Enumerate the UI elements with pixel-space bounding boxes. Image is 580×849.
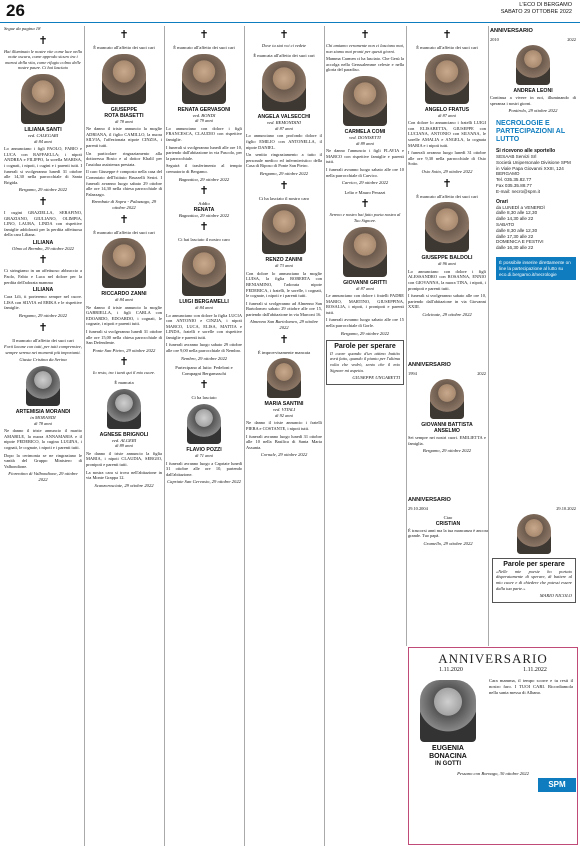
anniversary-date-start: 2010 (490, 36, 499, 42)
deceased-surname: ROTA BIASETTI (104, 112, 144, 119)
notice-label: Ci ha lasciato (191, 395, 217, 401)
portrait-photo (21, 74, 65, 124)
notice-text: I funerali avranno luogo a Capriate lunedì 31 ottobre alle ore 10, partendo dall'abitazione. (166, 460, 242, 477)
deceased-name: LILIANA SANTI (24, 126, 62, 133)
column-4 (246, 26, 322, 458)
portrait-photo (343, 76, 387, 126)
cross-icon: ✝ (360, 28, 370, 41)
notice-place-date: Bergamo, 29 ottobre 2022 (18, 313, 68, 319)
notice-text: Ne danno il triste annuncio la moglie ADRIANA, il figlio CAMILLO, la nuora SILVIA, l'affezionata nipote CINZIA, i parenti tutti. (86, 126, 162, 148)
portrait-photo (267, 358, 301, 398)
column-3 (166, 26, 242, 485)
sidebar-hours: SABATO (496, 221, 515, 227)
notice-place-date: Ponte San Pietro, 29 ottobre 2022 (92, 347, 156, 353)
notice-text: Dopo la cerimonia se ne ringraziano le vanità del Gruppo Ministero di Valbondione. (4, 452, 82, 469)
deceased-married-name: ved. VITALI (272, 407, 296, 413)
notice-label: È mancato all'affetto dei suoi cari (416, 193, 478, 199)
spm-logo: SPM (538, 778, 576, 792)
notice-label: Ci ha lasciato il nostro caro (258, 195, 310, 201)
portrait-photo (430, 379, 464, 419)
notice-place-date: Grumello, 29 ottobre 2022 (423, 540, 473, 546)
notice-text: I funerali si svolgeranno lunedì 31 ottobre alle ore 15,00 nella chiesa parrocchiale di San Defendente. (86, 329, 162, 346)
notice-place-date: Bergamo, 29 ottobre 2022 (340, 330, 390, 336)
notice-place-date: Fiorentino di Valbondione, 29 ottobre 2022 (8, 471, 78, 482)
portrait-photo (517, 514, 551, 554)
anniversary-date-end: 2022 (567, 36, 576, 42)
notice-label: Ci hai lasciato il nostro caro (178, 237, 230, 243)
portrait-photo (425, 202, 469, 252)
notice-place-date: Olmo al Brembo, 29 ottobre 2022 (12, 245, 74, 251)
cross-icon: ✝ (199, 378, 209, 392)
sidebar-info-heading: Si ricevono alle sportello (496, 148, 556, 154)
notice-text: Sei sempre nei nostri cuori. EMILIETTA e famiglia. (408, 435, 486, 446)
portrait-photo (262, 204, 306, 254)
parole-signature: GIUSEPPE UNGARETTI (352, 375, 400, 381)
anniversary-dates (408, 371, 486, 377)
portrait-photo (187, 404, 221, 444)
notice-place-date: Bagnatica, 29 ottobre 2022 (178, 212, 230, 218)
notice-text: La nostra cara si trova nell'abitazione in via Monte Grappa 12. (86, 469, 162, 481)
notice-text: I funerali avranno luogo sabato 29 ottobre alle ore 9,00 nella parrocchiale di Nembro. (166, 342, 242, 354)
anniversary-featured-title: ANNIVERSARIO (438, 651, 548, 666)
parole-title: Parole per sperare (334, 343, 396, 351)
deceased-name: GIUSEPPE (110, 106, 138, 113)
notice-text: Il caro Giuseppe è composto nella casa del Commiato dell'Istituto Bruzzelli Sestri. I funerali avranno luogo sabato 29 ottobre alle ore 14,30 nella chiesa parrocchiale di Palazzago. (86, 169, 162, 197)
anniversary-side (492, 511, 576, 607)
notice-label: È mancato all'affetto dei suoi cari (416, 45, 478, 50)
anniversary-date-end: 2022 (477, 370, 486, 376)
deceased-married-name: in MORANDI (30, 415, 56, 420)
notice-text: Seguirà il trasferimento al tempio crematorio di Bergamo. (166, 163, 242, 174)
portrait-photo (262, 61, 306, 111)
sidebar-hours: da LUNEDÌ a VENERDÌ (496, 204, 545, 210)
cross-icon: ✝ (442, 28, 452, 41)
sidebar-hours: dalle 8,30 alle 12,30 (496, 210, 538, 216)
notice-text: Mamma Carmen ci ha lasciato. Che Gesù la accolga nella Gerusalemme celeste e nella gloria del paradiso. (326, 56, 404, 73)
deceased-age: di 96 anni (438, 261, 456, 267)
deceased-age: di 87 anni (275, 125, 293, 131)
notice-place-date: Bergamo, 29 ottobre 2022 (422, 448, 472, 454)
portrait-photo (182, 54, 226, 104)
anniversary-featured-portrait (413, 677, 483, 767)
notice-poem: Sereno e nostro hai fatto poeta nostra al Tuo Signore. (329, 212, 401, 223)
intro-poem: Hai illuminato le nostre vite come luce nella notte oscura, come approdo sicuro tra i marosi della vita, come rifugio colmo delle nostre paure. Ci hai lasciato (4, 48, 82, 71)
deceased-married-name: ved. DONISETTI (349, 134, 381, 140)
notice-text: Un particolare ringraziamento alla dottoressa Bosio e al dottor Khalil per l'assidua assistenza prestata. (86, 150, 162, 167)
deceased-name: CRISTIAN (435, 520, 461, 527)
cross-icon: ✝ (38, 320, 48, 334)
deceased-married-name: ved. REMONDINI (267, 120, 301, 126)
notice-text: Ne danno il triste annuncio la moglie GABRIELLA, i figli CARLA con EDOARDO, EDOARDO, i cognati, le cognate, i nipoti e parenti tutti. (86, 304, 162, 327)
anniversary-text (408, 511, 488, 607)
anniversary-date-start: 29.10.2004 (408, 505, 428, 511)
parole-title: Parole per sperare (503, 561, 565, 569)
cross-icon: ✝ (279, 28, 289, 41)
column-7 (490, 26, 576, 114)
notice-place-date: Nembro, 29 ottobre 2022 (180, 355, 228, 361)
notice-text: Cara Lili, ti porteremo sempre nel cuore. LISA con SILVIA ed ERIKA e le rispettive famiglie. (4, 294, 82, 311)
necrology-sidebar (496, 120, 576, 280)
sidebar-hours-heading: Orari (496, 198, 508, 205)
notice-place-date: Scanzorosciate, 29 ottobre 2022 (94, 482, 154, 488)
sidebar-info: SESAAB Servizi Srl (496, 154, 537, 159)
notice-text: I funerali si svolgeranno ad Almenno San Bartolomeo sabato 29 ottobre alle ore 15, partendo dall'abitazione in via Marconi 16. (246, 300, 322, 317)
notice-poem: Chi amiamo veramente non ci lasciano mai, non siamo mai pronti per questi giorni. (326, 43, 404, 54)
notice-text: Lo annunciano con profondo dolore il figlio EMILIO con ANTONELLA, il nipote DANIEL. (246, 133, 322, 150)
cross-icon: ✝ (199, 184, 209, 198)
notice-text: Ne danno il triste annuncio la figlia MARIA, i nipoti CLAUDIA, SERGIO, pronipoti e parenti tutti. (86, 450, 162, 467)
notice-text: Lo annunciano con dolore i figli FRANCESCA, CLAUDIO con rispettive famiglie. (166, 125, 242, 142)
portrait-photo (516, 45, 550, 85)
notice-text: Ne danno l'annuncio i figli FLAVIA e MARCO con rispettive famiglie e parenti tutti. (326, 148, 404, 165)
deceased-name: GIOVANNI BATTISTA ANSELMO (421, 422, 473, 435)
notice-text: Ne danno il triste annuncio il marito AMABILE, la nuora ANNAMARIA e il nipote FEDERICO, la cugina LUGINA, i cognati, le cognate, i nipoti e i parenti tutti. (4, 428, 82, 450)
sidebar-fax: Fax 035.35.88.77 (496, 182, 532, 188)
notice-label: Addio (198, 201, 210, 207)
notice-text: Con dolore lo annunciano i fratelli LUIGI con ELISABETTA, GIUSEPPE con LUCIANA, ANTONIO con SILVANA, le sorelle AMALIA e ANGELA, la cognata MARIA e i nipoti tutti. (408, 120, 486, 148)
sidebar-address: in Viale Papa Giovanni XXIII, 124 (496, 165, 564, 171)
notice-label: È mancata all'affetto dei suoi cari (253, 52, 315, 58)
deceased-name: EUGENIA BONACINA (429, 745, 467, 760)
anniversary-featured-text (489, 677, 573, 767)
deceased-name: CARMELA COMI (344, 128, 386, 135)
divider (406, 26, 407, 646)
portrait-photo (425, 54, 469, 104)
notice-poem: Dove tu stai voi ci vedete (261, 43, 307, 48)
online-submission-box[interactable]: È possibile inserire direttamente on line la partecipazione al lutto su eco.di.bergamo.it/necrologie (496, 257, 576, 280)
notice-place-date: Almenno San Bartolomeo, 29 ottobre 2022 (249, 319, 319, 331)
notice-label: Partecipano al lutto: Fedeloni e Compagni Bergamaschi (175, 365, 233, 376)
anniversary-block (408, 360, 576, 454)
deceased-name: FLAVIO POZZI (186, 447, 222, 454)
portrait-photo (102, 238, 146, 288)
notice-place-date: Pontirolo, 29 ottobre 2022 (508, 108, 558, 114)
deceased-age: di 71 anni (195, 453, 213, 459)
notice-label: È mancata (114, 380, 134, 386)
sidebar-hours: dalle 14,30 alle 22 (496, 216, 534, 222)
notice-text: Con dolore lo annunciano la moglie LUISA, la figlia ROBERTA con BENIAMINO, l'adorata nipote FEDERICA, i fratelli, le sorelle, i cognati, le cognate, i nipoti e i parenti tutti. (246, 270, 322, 299)
notice-text: Continua a vivere in noi, illuminando di speranza i nostri giorni. (490, 95, 576, 106)
sidebar-hours: dalle 8,30 alle 12,30 (496, 227, 538, 233)
notice-place-date: Bergamo, 29 ottobre 2022 (18, 187, 68, 193)
notice-text: Cara mamma, il tempo scorre e tu resti il nostro faro. I TUOI CARI. Ricordiamola nella santa messa di Albano. (489, 678, 573, 695)
deceased-name: RENZO ZANINI (265, 257, 303, 264)
anniversary-heading: ANNIVERSARIO (408, 497, 451, 503)
portrait-photo (182, 246, 226, 296)
deceased-age: di 84 anni (34, 138, 52, 144)
notice-place-date: Bagnatica, 29 ottobre 2022 (178, 176, 230, 182)
deceased-name: LUIGI BERGAMELLI (179, 298, 229, 305)
notice-place-date: Carvico, 29 ottobre 2022 (341, 180, 389, 186)
cross-icon: ✝ (119, 212, 129, 226)
notice-text: I funerali si svolgeranno sabato alle ore 10, partendo dall'abitazione in via Giovanni XXIII. (408, 293, 486, 310)
notice-label: Il mancato all'affetto dei suoi cari (12, 337, 74, 343)
sidebar-title: NECROLOGIE E PARTECIPAZIONI AL LUTTO (496, 120, 565, 143)
deceased-name: GIUSEPPE BALDOLI (421, 255, 473, 262)
notice-text: I funerali avranno luogo sabato alle ore 10 nella parrocchiale di Carvico. (326, 166, 404, 178)
notice-place-date: Pessano con Bornago, 30 ottobre 2022 (457, 771, 529, 776)
portrait-photo (107, 389, 141, 429)
parole-box (326, 340, 404, 385)
deceased-age: di 73 anni (275, 263, 293, 269)
anniversary-date-end: 29.10.2022 (556, 505, 576, 511)
notice-place-date: Osio Sotto, 29 ottobre 2022 (421, 168, 473, 174)
deceased-name: AGNESE BRIGNOLI (99, 431, 149, 438)
deceased-age: di 92 anni (275, 412, 293, 418)
notice-text: Ne danno il triste annuncio i fratelli PIERA e COSTANTE, i nipoti tutti. (246, 420, 322, 432)
cross-icon: ✝ (279, 178, 289, 192)
anniversary-dates (490, 37, 576, 43)
continued-label: Segue da pagina 18 (4, 26, 41, 31)
deceased-age: di 78 anni (115, 118, 133, 124)
deceased-name: MARIA SANTINI (264, 401, 304, 408)
deceased-name: RENATA (193, 206, 215, 213)
parole-signature: MARIO NICOLO (539, 593, 572, 599)
issue-date: SABATO 29 OTTOBRE 2022 (500, 9, 572, 15)
parole-box (492, 558, 576, 603)
notice-label: È mancato all'affetto dei suoi cari (93, 229, 155, 235)
deceased-age: di 87 anni (356, 285, 374, 291)
cross-icon: ✝ (442, 176, 452, 190)
cross-icon: ✝ (279, 332, 289, 346)
cross-icon: ✝ (38, 253, 48, 267)
brand-name: L'ECO DI BERGAMO (519, 2, 572, 8)
deceased-married-name: IN GOTTI (435, 761, 461, 767)
notice-label: È improvvisamente mancata (257, 349, 311, 355)
anniversary-featured-box (408, 647, 578, 845)
sidebar-info: Società Unipersonale Divisione SPM (496, 159, 571, 165)
cross-icon: ✝ (119, 28, 129, 41)
divider (84, 26, 85, 846)
divider (244, 26, 245, 846)
notice-text: I funerali avranno luogo sabato alle ore 15 nella parrocchiale di Gorle. (326, 317, 404, 329)
anniversary-entry (408, 511, 576, 607)
notice-text: I funerali avranno luogo lunedì 31 ottobre alle ore 9,30 nella parrocchiale di Osio Sotto. (408, 150, 486, 167)
anniversary-date-end: 1.11.2022 (523, 667, 547, 673)
sidebar-city: BERGAMO (496, 171, 520, 177)
anniversary-heading: ANNIVERSARIO (490, 28, 533, 34)
notice-text: Ci stringiamo in un affettuoso abbraccio a Paolo, Fabio e Luca nel dolore per la perdita dell'adorata mamma (4, 268, 82, 285)
notice-text: Le annunciano con dolore i fratelli PADRE MARIO, MARTINO, GIUSEPPINA, ROSALIA, i nipoti, i pronipoti e parenti tutti. (326, 293, 404, 315)
notice-text: Un sentito ringraziamento a tutto il personale medico ed infermieristico della Casa di Riposo di Ponte San Pietro. (246, 152, 322, 169)
column-2 (86, 26, 162, 488)
notice-label: È mancato all'affetto dei suoi cari (173, 45, 235, 50)
anniversary-date-start: 1.11.2020 (439, 667, 463, 673)
deceased-age: di 78 anni (34, 420, 52, 426)
deceased-age: di 87 anni (438, 112, 456, 118)
deceased-married-name: ved. CALEGARI (27, 132, 59, 138)
parole-text: «Nelle mie poesie ho portato disperatamente di sperare, di battere al mio cuore e di chiedere che potessi essere dalla tua parte.» (496, 568, 572, 591)
deceased-name: RENATA GERVASONI (177, 106, 231, 113)
anniversary-entry (408, 379, 486, 454)
sidebar-email[interactable]: E-mail: necro@spm.it (496, 188, 540, 194)
deceased-age: di 84 anni (115, 297, 133, 303)
portrait-photo (102, 54, 146, 104)
divider (324, 26, 325, 846)
portrait-photo (343, 227, 387, 277)
column-5 (326, 26, 404, 389)
cross-icon: ✝ (199, 28, 209, 41)
notice-place-date: Cornale, 29 ottobre 2022 (260, 452, 308, 458)
cross-icon: ✝ (38, 33, 48, 47)
deceased-name: LILIANA (32, 287, 54, 294)
notice-label: Lelio e Mauro Perazzi (344, 189, 386, 195)
notice-signature: Giusta Cristina da Serina (19, 357, 67, 363)
notice-text: I cugini GRAZIELLA, SERAFINO, GRAZIANO, GIULIANO, OLIMPIA, LINO, LAURA, LINDA con rispettive famiglie addolorati per la perdita affettuosa della cara Liliana. (4, 209, 82, 238)
sidebar-hours: dalle 16,30 alle 22 (496, 245, 534, 251)
deceased-name: GIOVANNI GRITTI (343, 279, 387, 286)
notice-label: È mancato all'affetto dei suoi cari (93, 45, 155, 50)
deceased-name: ANGELA VALSECCHI (257, 114, 311, 121)
divider (164, 26, 165, 846)
deceased-married-name: ved. BONDI (192, 112, 216, 118)
notice-place-date: Capriate San Gervasio, 29 ottobre 2022 (167, 479, 241, 485)
notice-text: I funerali avranno luogo lunedì 31 ottobre alle 10 nella Basilica di Santa Maria Assunta. (246, 433, 322, 450)
notice-poem: Io resto, tra i tanti qui il mio cuore. (92, 370, 156, 376)
notice-text: È trascorsi anni ma la tua mancanza è ancora grande. Tuo papà. (408, 527, 488, 539)
cross-icon: ✝ (199, 220, 209, 234)
notice-place-date: Bergamo, 29 ottobre 2022 (259, 170, 309, 176)
deceased-name: LILIANA (32, 239, 54, 246)
page-number: 26 (6, 1, 25, 20)
deceased-name: ANDREA LEONI (513, 88, 553, 95)
deceased-married-name: ved. ALGERI (111, 437, 137, 443)
parole-text: Il cuore quando d'un attimo battito avrà fatto, quando il pianto per l'ultima volta che vedrò, sento che il mio Signore mi aspetta. (330, 350, 400, 373)
portrait-photo (26, 366, 60, 406)
notice-place-date: Calcinate, 29 ottobre 2022 (422, 311, 472, 317)
deceased-age: di 79 anni (195, 118, 213, 124)
deceased-age: di 89 anni (115, 443, 133, 449)
anniversary-block (408, 495, 576, 607)
deceased-age: di 89 anni (356, 140, 374, 146)
notice-text: Lo annunciano i figli PAOLO, FABIO e LUCA con RAFFAELLA; i nipoti ANDREA e FILIPPO, la sorella MARISA, i cognati, i nipoti, i cugini e i parenti tutti. I funerali si svolgeranno lunedì 31 ottobre alle 14,30 nella parrocchiale di Santa Brigida. (4, 146, 82, 185)
cross-icon: ✝ (360, 197, 370, 211)
anniversary-featured-body (409, 673, 577, 771)
deceased-name: ANGELO FRATUS (424, 106, 470, 113)
notice-text: Lo annunciano con dolore la figlia LUCIA con ANTONIO e CINZIA, i nipoti MARCO, LUCA, ELISA, MATTIA e LINDA, fratelli e sorelle con rispettive famiglie e parenti tutti. (166, 312, 242, 340)
cross-icon: ✝ (38, 194, 48, 208)
sidebar-hours: DOMENICA E FESTIVI (496, 239, 544, 245)
sidebar-phone: Tel. 035.35.82.77 (496, 177, 532, 183)
cross-icon: ✝ (119, 355, 129, 369)
column-1 (4, 26, 82, 483)
notice-poem: Forti lacune con tutti, per tutti comprensive, sempre serena nei momenti più importanti. (4, 344, 82, 355)
notice-label: Ciao (443, 515, 453, 521)
page-header (0, 0, 580, 23)
deceased-name: ARTEMISIA MORANDI (15, 409, 71, 415)
deceased-name: RICCARDO ZANNI (101, 291, 147, 298)
portrait-photo (420, 680, 476, 742)
sidebar-hours: dalle 17,30 alle 22 (496, 233, 534, 239)
notice-text: I funerali si svolgeranno lunedì alle ore 10, partendo dall'abitazione in via Pascolo, per la parrocchiale. (166, 144, 242, 161)
column-6 (408, 26, 486, 317)
anniversary-heading: ANNIVERSARIO (408, 362, 451, 368)
masthead (501, 2, 572, 16)
notice-place-date: Brembate di Sopra - Palazzago, 29 ottobre 2022 (91, 199, 157, 210)
deceased-age: di 84 anni (195, 304, 213, 310)
notice-text: Lo annunciano con dolore i figli ALESSANDRO con ROSANNA, ENNIO con GIOVANNA, la nuora TINA, i nipoti, i pronipoti e parenti tutti. (408, 268, 486, 291)
anniversary-date-start: 1994 (408, 370, 417, 376)
